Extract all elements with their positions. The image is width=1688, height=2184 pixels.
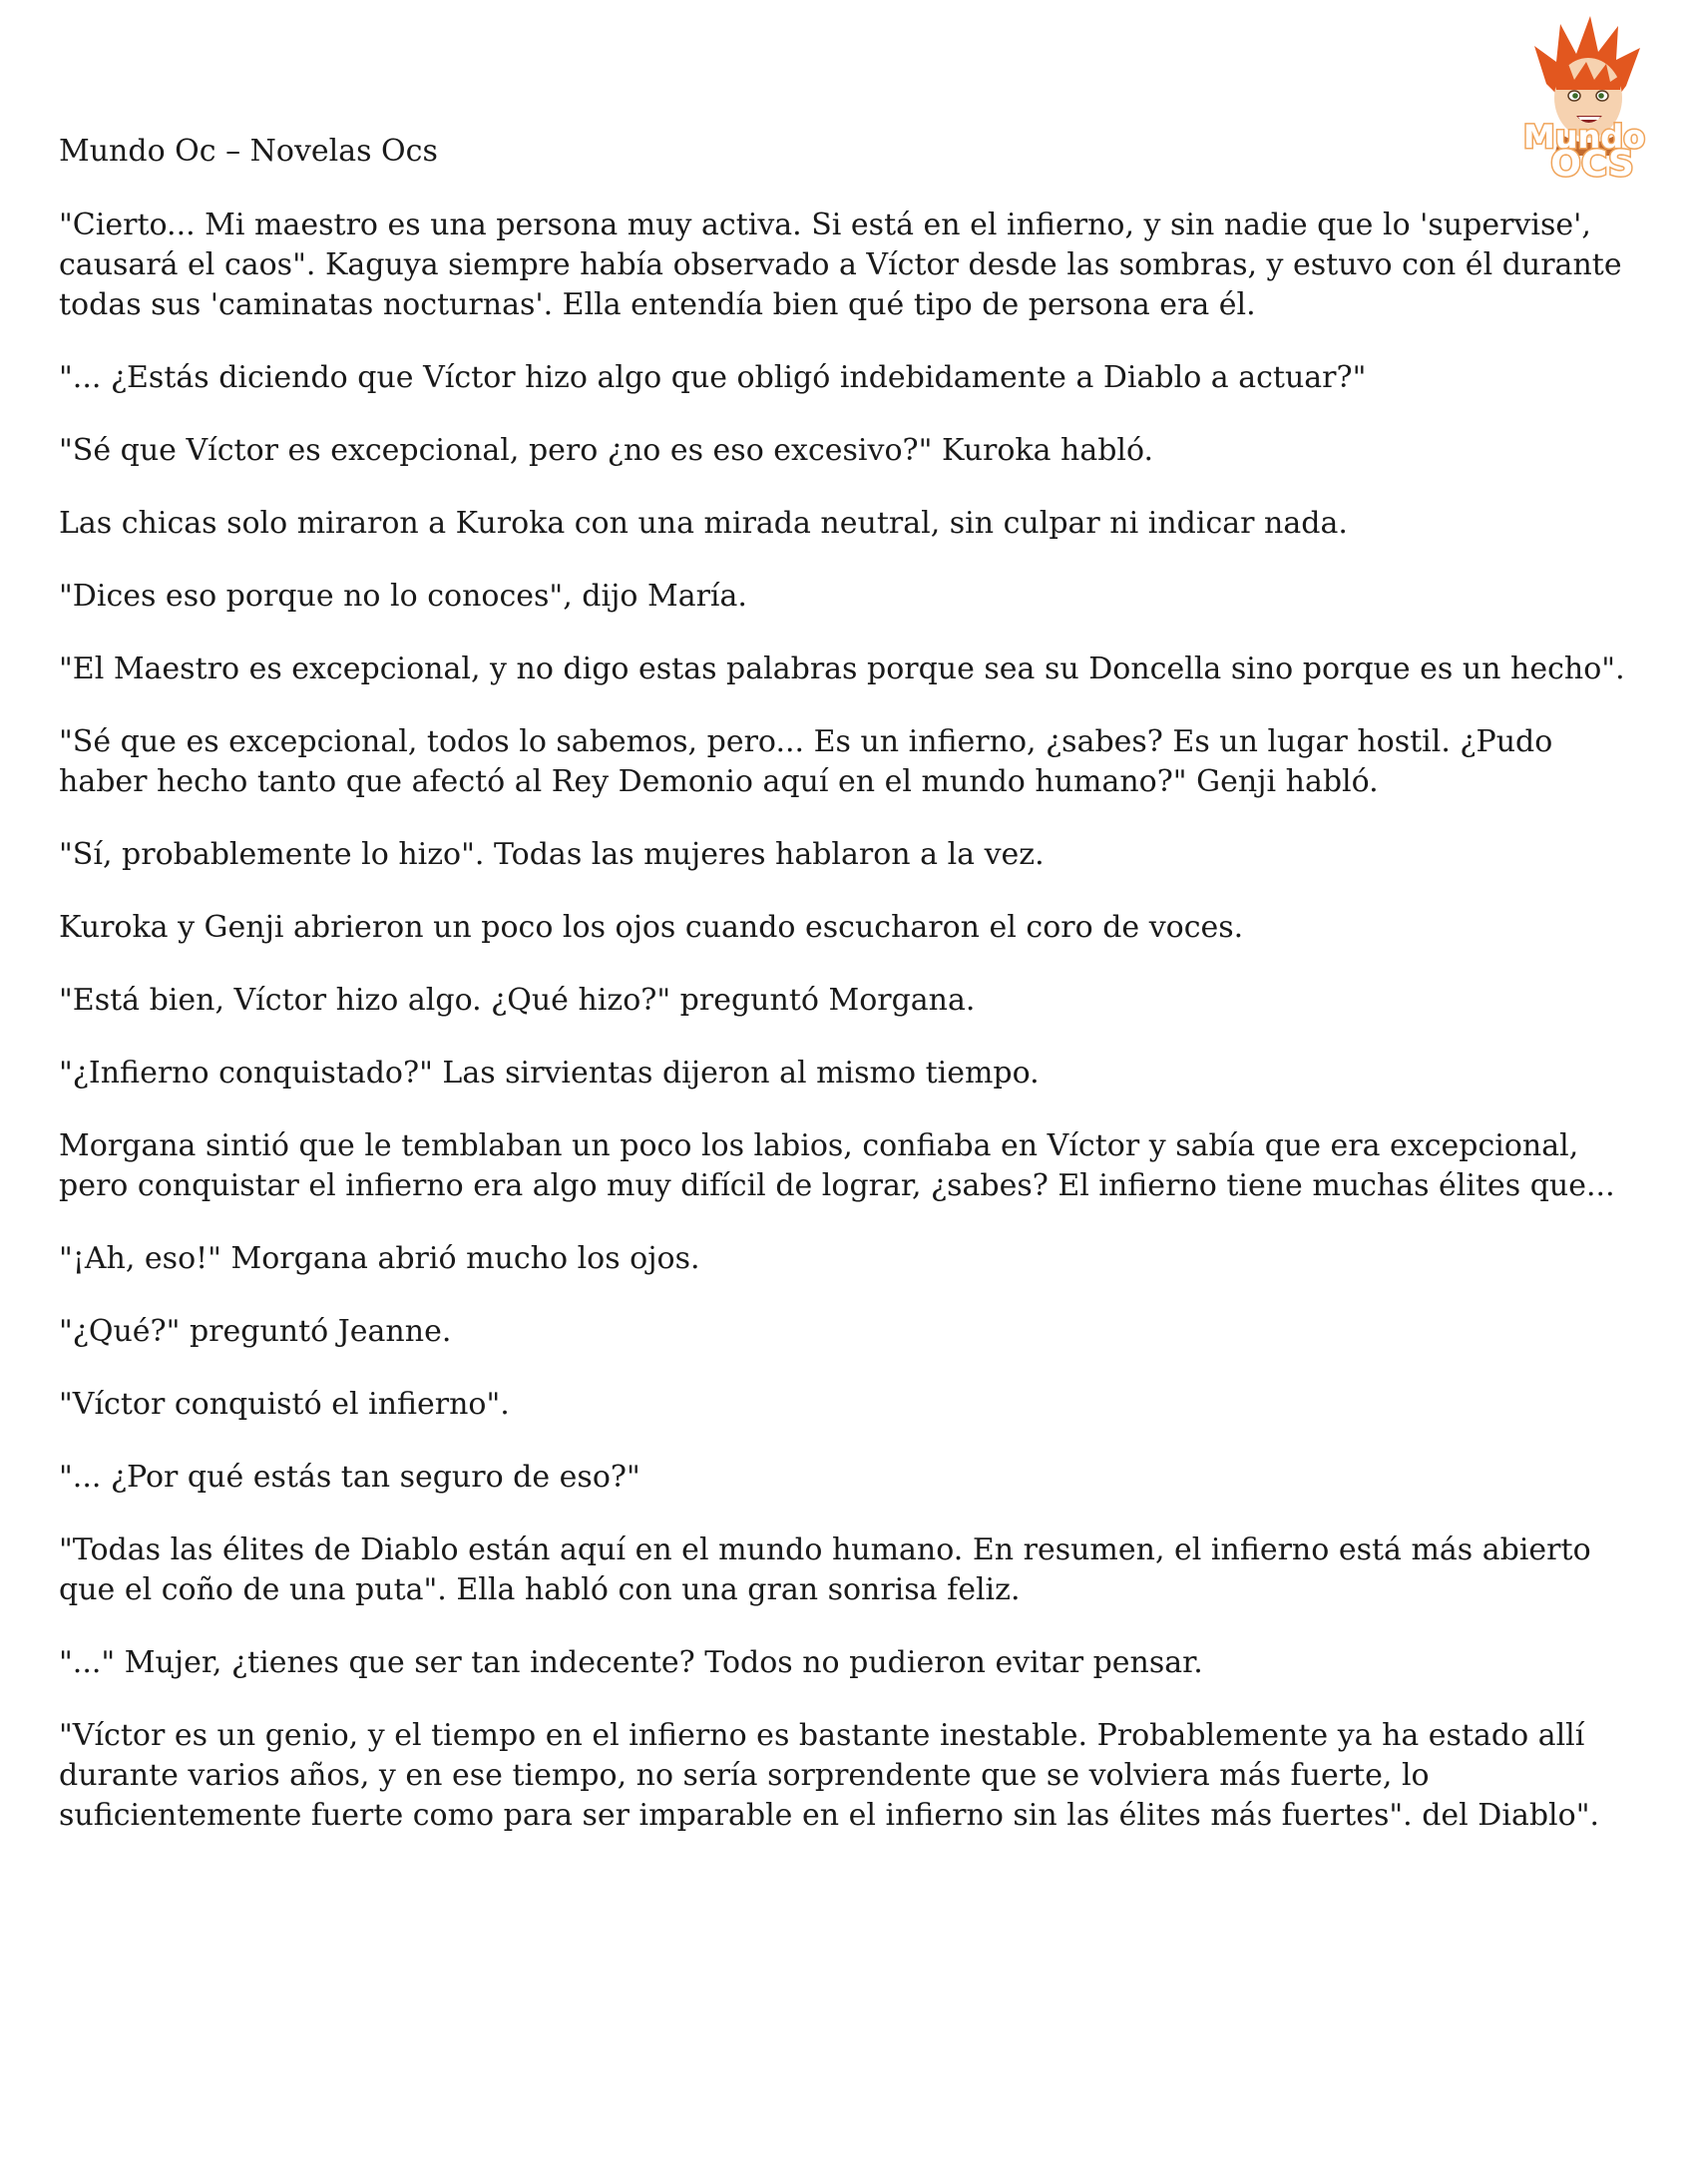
- logo-text-line1: Mundo: [1522, 118, 1646, 156]
- logo-text-line2: OCS: [1550, 144, 1634, 185]
- paragraph: "Víctor conquistó el infierno".: [59, 1387, 510, 1422]
- paragraph: "Dices eso porque no lo conoces", dijo María.: [59, 579, 747, 614]
- paragraph: "... ¿Estás diciendo que Víctor hizo algo que obligó indebidamente a Diablo a actuar?": [59, 360, 1367, 395]
- paragraph: "... ¿Por qué estás tan seguro de eso?": [59, 1460, 640, 1495]
- paragraph: "El Maestro es excepcional, y no digo estas palabras porque sea su Doncella sino porque es un hecho".: [59, 652, 1625, 686]
- paragraph: "¿Qué?" preguntó Jeanne.: [59, 1314, 452, 1349]
- mundo-ocs-logo: [1494, 6, 1674, 186]
- paragraph: "Todas las élites de Diablo están aquí en el mundo humano. En resumen, el infierno está más abierto que el coño de una puta". Ella habló con una gran sonrisa feliz.: [59, 1532, 1591, 1607]
- page-header: Mundo Oc – Novelas Ocs: [59, 134, 438, 169]
- paragraph: Kuroka y Genji abrieron un poco los ojos cuando escucharon el coro de voces.: [59, 910, 1244, 945]
- paragraph: "¿Infierno conquistado?" Las sirvientas dijeron al mismo tiempo.: [59, 1056, 1040, 1091]
- paragraph: Morgana sintió que le temblaban un poco los labios, confiaba en Víctor y sabía que era excepcional, pero conquistar el infierno era algo muy difícil de lograr, ¿sabes? El infierno tiene muchas élites que...: [59, 1128, 1615, 1203]
- paragraph: Las chicas solo miraron a Kuroka con una mirada neutral, sin culpar ni indicar nada.: [59, 506, 1348, 541]
- paragraph: "Sí, probablemente lo hizo". Todas las mujeres hablaron a la vez.: [59, 837, 1045, 872]
- paragraph: "Sé que es excepcional, todos lo sabemos, pero... Es un infierno, ¿sabes? Es un lugar hostil. ¿Pudo haber hecho tanto que afectó al Rey Demonio aquí en el mundo humano?" Genji habló.: [59, 724, 1553, 799]
- document-body: [59, 206, 1645, 1869]
- paragraph: "Sé que Víctor es excepcional, pero ¿no es eso excesivo?" Kuroka habló.: [59, 433, 1154, 468]
- paragraph: "¡Ah, eso!" Morgana abrió mucho los ojos.: [59, 1241, 700, 1276]
- paragraph: "..." Mujer, ¿tienes que ser tan indecente? Todos no pudieron evitar pensar.: [59, 1645, 1203, 1680]
- paragraph: "Está bien, Víctor hizo algo. ¿Qué hizo?" preguntó Morgana.: [59, 983, 976, 1018]
- paragraph: "Víctor es un genio, y el tiempo en el infierno es bastante inestable. Probablemente ya ha estado allí durante varios años, y en ese tiempo, no sería sorprendente que se volviera más fuerte, lo suficientemente fuerte como para ser imparable en el infierno sin las élites más fuertes". del Diablo".: [59, 1718, 1600, 1833]
- paragraph: "Cierto... Mi maestro es una persona muy activa. Si está en el infierno, y sin nadie que lo 'supervise', causará el caos". Kaguya siempre había observado a Víctor desde las sombras, y estuvo con él durante todas sus 'caminatas nocturnas'. Ella entendía bien qué tipo de persona era él.: [59, 208, 1622, 322]
